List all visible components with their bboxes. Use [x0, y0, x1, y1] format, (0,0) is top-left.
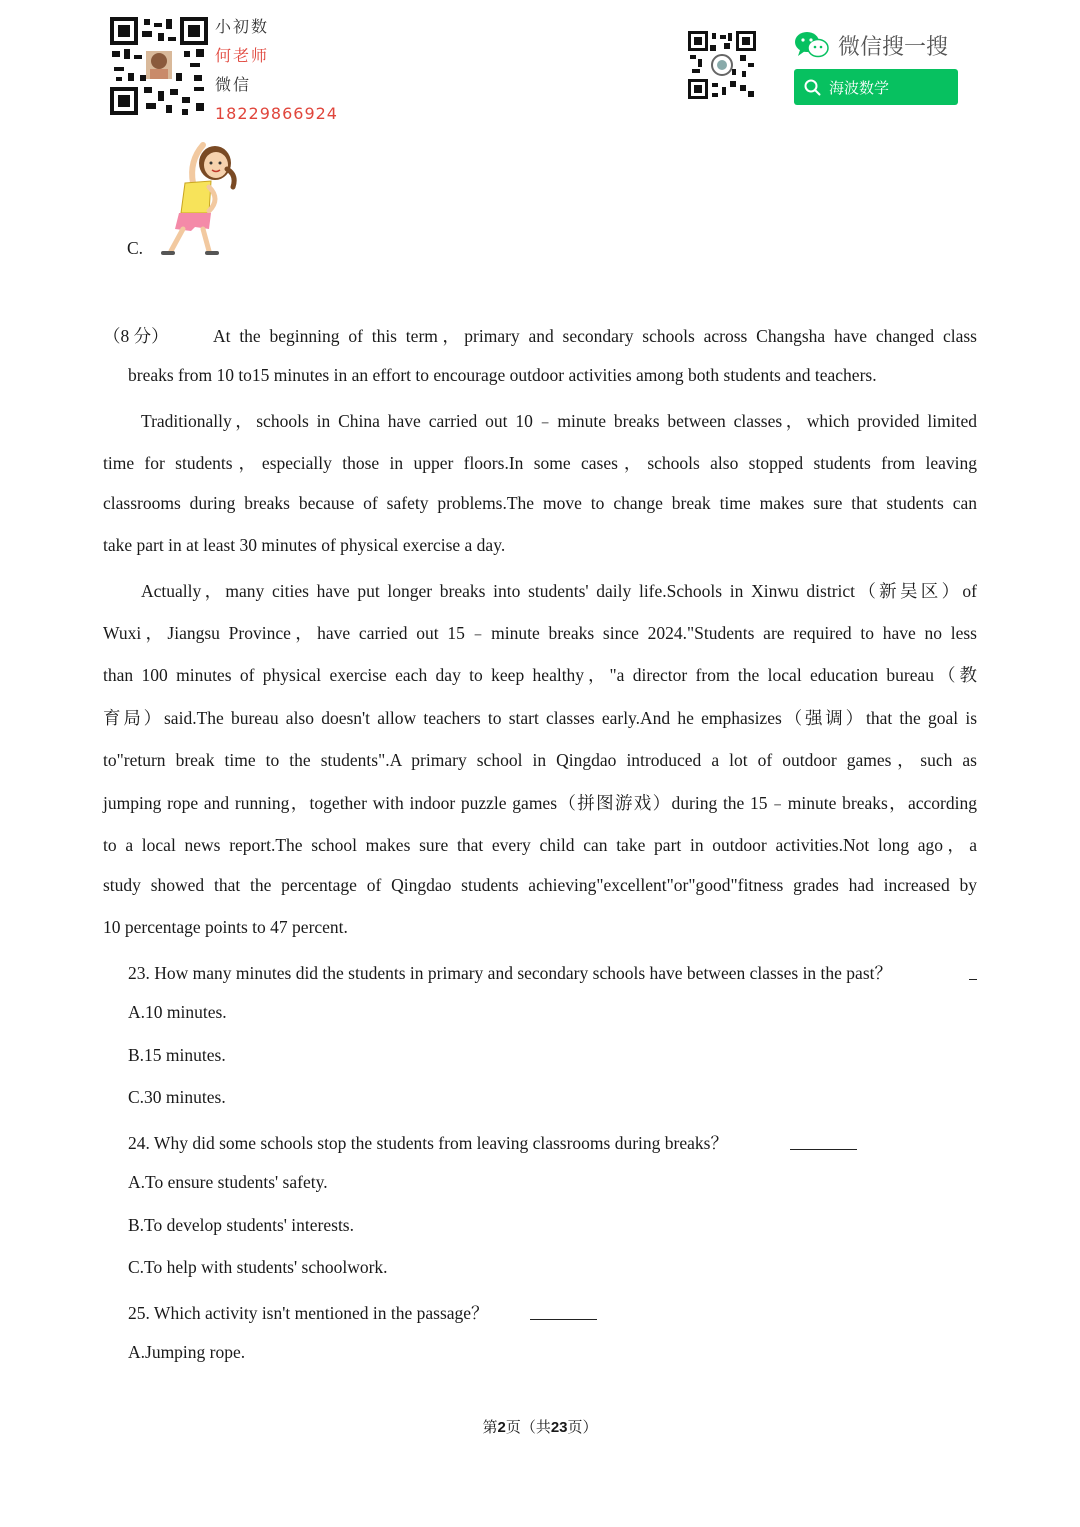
question-23-answer-blank[interactable]	[969, 963, 977, 980]
passage-p2-line-7: to a local news report.The school makes sure that every child can take part in outdoor activities.Not long ago，a	[103, 835, 977, 855]
passage-intro-line-1: At the beginning of this term，primary and secondary schools across Changsha have changed class	[213, 326, 977, 346]
contact-phone: 18229866924	[215, 104, 338, 123]
contact-line-wechat: 微信	[215, 75, 252, 94]
footer-total-pages: 23	[550, 1419, 568, 1436]
question-24-option-a[interactable]: A.To ensure students' safety.	[128, 1172, 328, 1192]
wechat-search-title	[794, 28, 948, 62]
question-24-option-c[interactable]: C.To help with students' schoolwork.	[128, 1257, 388, 1277]
passage-p2-line-2: Wuxi，Jiangsu Province，have carried out 15﹣minute breaks since 2024."Students are required to have no less	[103, 623, 977, 643]
passage-p1-line-1: Traditionally，schools in China have carried out 10﹣minute breaks between classes，which provided limited	[141, 411, 977, 431]
question-24-stem: 24. Why did some schools stop the students from leaving classrooms during breaks？	[128, 1133, 728, 1153]
question-25-option-a[interactable]: A.Jumping rope.	[128, 1342, 246, 1362]
question-23-option-a[interactable]: A.10 minutes.	[128, 1002, 227, 1022]
wechat-search-title-text: 微信搜一搜	[838, 34, 949, 60]
girl-exercising-illustration	[145, 135, 240, 257]
question-23-text: 23. How many minutes did the students in primary and secondary schools have between classes in the past？	[128, 963, 893, 983]
question-25-answer-blank[interactable]	[530, 1303, 597, 1320]
question-24-option-b[interactable]: B.To develop students' interests.	[128, 1215, 354, 1235]
passage-intro-line-2: breaks from 10 to15 minutes in an effort to encourage outdoor activities among both students and teachers.	[128, 365, 877, 385]
search-keyword: 海波数学	[829, 78, 890, 97]
footer-middle: 页（共	[505, 1420, 551, 1436]
qr-code-contact	[110, 17, 208, 115]
passage-p1-line-3: classrooms during breaks because of safety problems.The move to change break time makes sure that students can	[103, 493, 977, 513]
contact-teacher-name: 何老师	[215, 46, 270, 65]
question-24-answer-blank[interactable]	[790, 1133, 857, 1150]
contact-line-1: 小初数	[215, 17, 270, 36]
passage-p2-line-3: than 100 minutes of physical exercise each day to keep healthy，"a director from the local education bureau（教	[103, 665, 977, 685]
question-score: （8 分）	[103, 326, 169, 346]
qr-code-search	[688, 31, 756, 99]
footer-prefix: 第	[482, 1420, 498, 1436]
passage-p2-line-5: to"return break time to the students".A primary school in Qingdao introduced a lot of outdoor games，such as	[103, 750, 977, 770]
search-icon	[804, 79, 821, 96]
figure-option-label: C.	[127, 238, 144, 258]
contact-info	[215, 12, 338, 128]
passage-p1-line-4: take part in at least 30 minutes of physical exercise a day.	[103, 535, 506, 555]
passage-p2-line-1: Actually，many cities have put longer breaks into students' daily life.Schools in Xinwu district（新吴区）of	[141, 581, 977, 601]
passage-p2-line-9: 10 percentage points to 47 percent.	[103, 917, 348, 937]
page-footer	[0, 1416, 1080, 1437]
question-23-stem	[128, 960, 892, 985]
passage-p2-line-6: jumping rope and running，together with indoor puzzle games（拼图游戏）during the 15﹣minute breaks，according	[103, 793, 977, 813]
passage-p2-line-8: study showed that the percentage of Qingdao students achieving"excellent"or"good"fitness grades had increased by	[103, 875, 977, 895]
question-23-option-c[interactable]: C.30 minutes.	[128, 1087, 226, 1107]
question-23-option-b[interactable]: B.15 minutes.	[128, 1045, 226, 1065]
passage-p1-line-2: time for students，especially those in upper floors.In some cases，schools also stopped students from leaving	[103, 453, 977, 473]
wechat-search-box[interactable]	[794, 69, 958, 105]
footer-suffix: 页）	[567, 1420, 598, 1436]
footer-page-number: 2	[497, 1419, 506, 1436]
question-25-stem: 25. Which activity isn't mentioned in the passage？	[128, 1303, 489, 1323]
wechat-icon	[794, 30, 830, 60]
passage-p2-line-4: 育局）said.The bureau also doesn't allow teachers to start classes early.And he emphasizes（强调）that the goal is	[103, 708, 977, 728]
